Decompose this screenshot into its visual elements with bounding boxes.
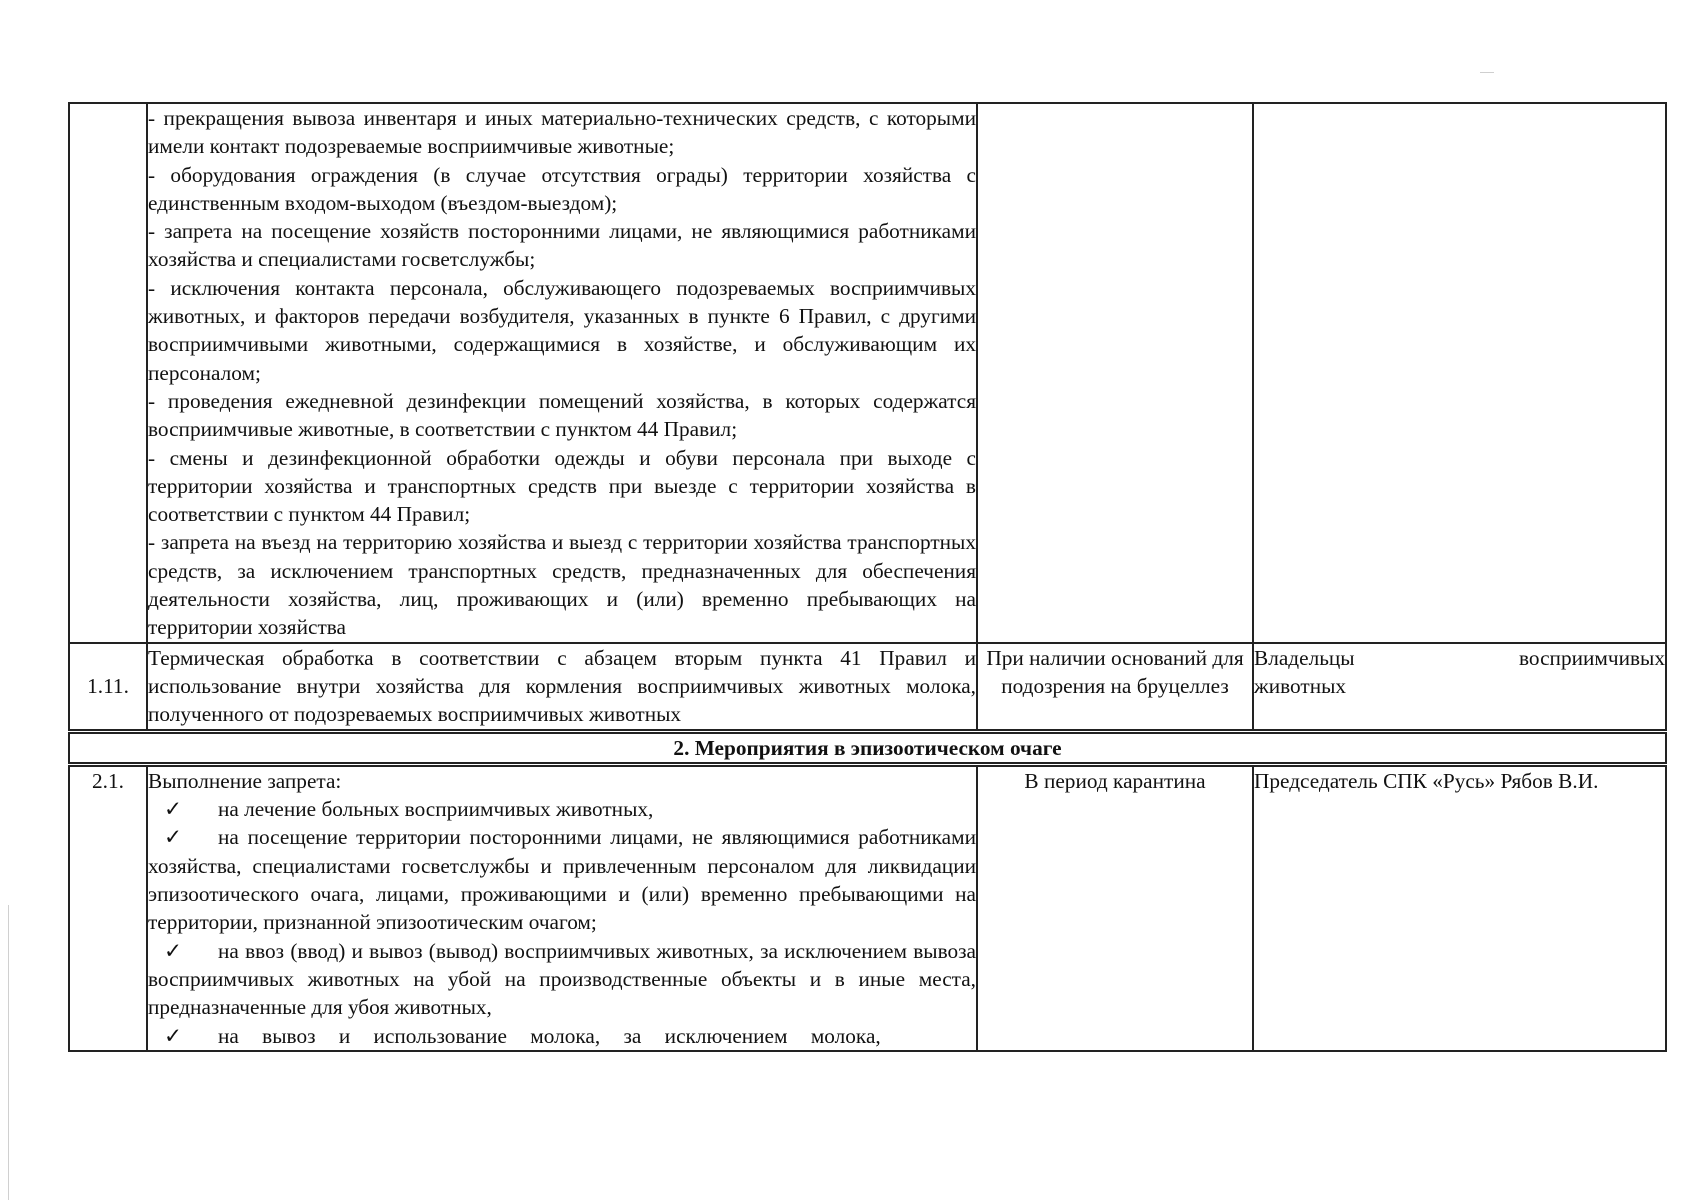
list-item bbox=[148, 823, 976, 936]
responsible-line bbox=[1254, 644, 1665, 672]
measure-text: Термическая обработка в соответствии с абзацем вторым пункта 41 Правил и использование внутри хозяйства для кормления восприимчивых животных молока, полученного от подозреваемых восприимчивых животных bbox=[147, 643, 977, 731]
cell-responsible-empty bbox=[1253, 103, 1666, 643]
table-row-1-11 bbox=[69, 643, 1666, 731]
list-item: - запрета на въезд на территорию хозяйства и выезд с территории хозяйства транспортных средств, за исключением транспортных средств, предназначенных для обеспечения деятельности хозяйства, лиц, проживающих и (или) временно пребывающих на территории хозяйства bbox=[148, 530, 976, 640]
cell-number-empty bbox=[69, 103, 147, 643]
scan-margin-line bbox=[8, 905, 9, 1200]
term-text: В период карантина bbox=[977, 764, 1253, 1050]
responsible-line: животных bbox=[1254, 673, 1347, 698]
list-item-text: на вывоз и использование молока, за исключением молока, bbox=[218, 1023, 881, 1048]
checkmark-icon: ✓ bbox=[164, 1023, 182, 1048]
list-item-text: на лечение больных восприимчивых животных, bbox=[218, 797, 654, 822]
responsible-text: Председатель СПК «Русь» Рябов В.И. bbox=[1253, 764, 1666, 1050]
list-item-text: на ввоз (ввод) и вывоз (вывод) восприимчивых животных, за исключением вывоза восприимчивых животных на убой на производственные объекты и в иные места, предназначенные для убоя животных, bbox=[148, 938, 976, 1020]
row-number: 1.11. bbox=[69, 643, 147, 731]
table-row-continuation bbox=[69, 103, 1666, 643]
row-number: 2.1. bbox=[69, 764, 147, 1050]
measure-intro: Выполнение запрета: bbox=[148, 768, 342, 793]
table-row-2-1 bbox=[69, 764, 1666, 1050]
responsible-word: восприимчивых bbox=[1519, 645, 1665, 670]
list-item bbox=[148, 795, 976, 823]
measures-table bbox=[68, 102, 1667, 1052]
list-item: - запрета на посещение хозяйств посторонними лицами, не являющимися работниками хозяйства и специалистами госветслужбы; bbox=[148, 219, 976, 272]
list-item: - оборудования ограждения (в случае отсутствия ограды) территории хозяйства с единственным входом-выходом (въездом-выездом); bbox=[148, 162, 976, 215]
checkmark-icon: ✓ bbox=[164, 825, 182, 850]
measure-cell bbox=[147, 764, 977, 1050]
list-item: - прекращения вывоза инвентаря и иных материально-технических средств, с которыми имели контакт подозреваемые восприимчивые животные; bbox=[148, 106, 976, 159]
list-item: - смены и дезинфекционной обработки одежды и обуви персонала при выходе с территории хозяйства и транспортных средств при выезде с территории хозяйства в соответствии с пунктом 44 Правил; bbox=[148, 445, 976, 527]
cell-term-empty bbox=[977, 103, 1253, 643]
list-item-text: на посещение территории посторонними лицами, не являющимися работниками хозяйства, специалистами госветслужбы и привлеченным персоналом для ликвидации эпизоотического очага, лицами, проживающими и (или) временно пребывающими на территории, признанной эпизоотическим очагом; bbox=[148, 825, 976, 935]
checkmark-icon: ✓ bbox=[164, 938, 182, 963]
responsible-word: Владельцы bbox=[1254, 645, 1355, 670]
cell-measures-continuation bbox=[147, 103, 977, 643]
list-item bbox=[148, 1022, 976, 1050]
term-text: При наличии оснований для подозрения на бруцеллез bbox=[977, 643, 1253, 731]
list-item bbox=[148, 937, 976, 1022]
responsible-cell bbox=[1253, 643, 1666, 731]
section-header-row bbox=[69, 731, 1666, 764]
checkmark-icon: ✓ bbox=[164, 797, 182, 822]
list-item: - исключения контакта персонала, обслуживающего подозреваемых восприимчивых животных, и факторов передачи возбудителя, указанных в пункте 6 Правил, с другими восприимчивыми животными, содержащимися в хозяйстве, и обслуживающим их персоналом; bbox=[148, 275, 976, 385]
section-title: 2. Мероприятия в эпизоотическом очаге bbox=[69, 731, 1666, 764]
list-item: - проведения ежедневной дезинфекции помещений хозяйства, в которых содержатся восприимчивые животные, в соответствии с пунктом 44 Правил; bbox=[148, 388, 976, 442]
scan-speck bbox=[1480, 72, 1494, 73]
